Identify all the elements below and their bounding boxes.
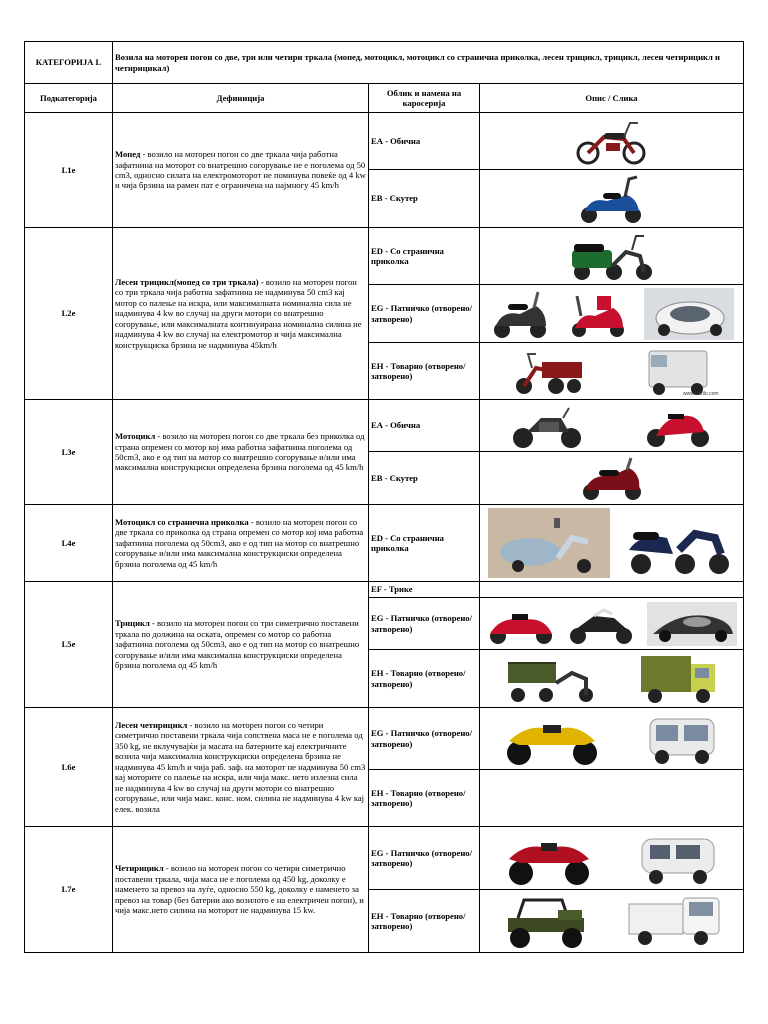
subcategory-code: L2e (25, 228, 113, 400)
cargo-cabin-trike-image (637, 652, 721, 706)
definition-text: Трицикл - возило на моторен погон со три симетрично поставени тркала по должина на оската, опремен со мотор со работна зафатнина поголема од 50cm3, ако е од тип на мотор со внатрешно согорување и/или има максимална конструкциски определена брзина поголема од 45 km/h (113, 582, 369, 708)
subcategory-code: L4e (25, 505, 113, 582)
photo-caption: www.vozilo.com (683, 391, 719, 397)
red-quad-image (503, 829, 595, 887)
body-type: ЕА - Обична (369, 113, 480, 170)
cargo-van-tricycle-image (643, 345, 719, 397)
body-type: ЕD - Со странична приколка (369, 228, 480, 285)
col-definition: Дефиниција (113, 84, 369, 113)
column-header-row (25, 84, 744, 113)
picture-cell (480, 770, 744, 827)
picture-cell (480, 890, 744, 953)
picture-cell (480, 343, 744, 400)
concept-car-image (644, 288, 734, 340)
picture-cell (480, 228, 744, 285)
picture-cell (480, 113, 744, 170)
small-electric-car-image (642, 711, 722, 767)
body-type: ЕН - Товарно (отворено/затворено) (369, 343, 480, 400)
picture-cell (480, 598, 744, 650)
subcategory-code: L7e (25, 827, 113, 953)
picture-cell (480, 505, 744, 582)
body-type: ЕF - Трике (369, 582, 480, 598)
sport-motorcycle-image (642, 402, 714, 450)
definition-text: Лесен трицикл(мопед со три тркала) - возило на моторен погон со три тркала чија работна зафатнина не надминува 50 cm3 кај мотор со палење на искра, или максималната номинална сила не надминува 4 kw во случај на други мотори со внатрешно согорување, или максималната континуирана номинална силина не надминува 4 kw во случај на електромотор и чија максимална конструкциска брзина не надминува 45km/h (113, 228, 369, 400)
picture-cell (480, 452, 744, 505)
vintage-sidecar-image (488, 508, 610, 578)
col-subcategory: Подкатегорија (25, 84, 113, 113)
cargo-trike-image (502, 653, 598, 705)
body-type: ЕН - Товарно (отворено/затворено) (369, 890, 480, 953)
table-row (25, 582, 744, 598)
utility-vehicle-image (498, 892, 594, 950)
picture-cell (480, 708, 744, 770)
body-type: ЕН - Товарно (отворено/затворено) (369, 650, 480, 708)
body-type: ЕD - Со странична приколка (369, 505, 480, 582)
motorcycle-image (509, 402, 587, 450)
moped-image (574, 117, 649, 165)
table-row (25, 505, 744, 582)
cargo-tricycle-image (512, 346, 584, 396)
col-body: Облик и намена на каросерија (369, 84, 480, 113)
sidecar-motorcycle-image (623, 510, 735, 576)
body-type: ЕG - Патничко (отворено/затворено) (369, 708, 480, 770)
subcategory-code: L3e (25, 400, 113, 505)
body-type: ЕА - Обична (369, 400, 480, 452)
body-type: ЕG - Патничко (отворено/затворено) (369, 598, 480, 650)
white-quadricycle-image (636, 829, 720, 887)
mini-truck-image (625, 892, 725, 950)
three-wheel-scooter-image (490, 288, 552, 340)
red-trike-scooter-image (567, 288, 629, 340)
body-type: ЕG - Патничко (отворено/затворено) (369, 285, 480, 343)
body-type: ЕВ - Скутер (369, 452, 480, 505)
scooter-image (577, 173, 647, 225)
table-row (25, 708, 744, 770)
spyder-trike-image (564, 602, 638, 646)
picture-cell (480, 170, 744, 228)
picture-cell (480, 400, 744, 452)
body-type: ЕG - Патничко (отворено/затворено) (369, 827, 480, 890)
category-title: Возила на моторен погон со две, три или четири тркала (мопед, мотоцикл, мотоцикл со странична приколка, лесен трицикл, трицикл, лесен четирицикл и четирицикал) (113, 42, 744, 84)
definition-text: Четирицикл - возило на моторен погон со четири симетрично поставени тркала, чија маса не е поголема од 450 kg, доколку е наменето за превоз на луѓе, односно 550 kg, доколку е наменето за превоз на товар (без батерии ако возилото е на електричен погон), и чија макс.нето силина на моторот не надминува 15 kw. (113, 827, 369, 953)
header-row (25, 42, 744, 84)
subcategory-code: L1e (25, 113, 113, 228)
maxi-scooter-image (579, 454, 645, 502)
definition-text: Мопед - возило на моторен погон со две тркала чија работна зафатнина на моторот со внатрешно согорување не е поголема од 50 cm3, односно силата на електромоторот не поминува повеќе од 4 kw и чија брзина на рамен пат е ограничена на најмногу 45 km/h (113, 113, 369, 228)
red-trike-image (486, 602, 556, 646)
picture-cell (480, 285, 744, 343)
yellow-atv-image (501, 711, 603, 767)
picture-cell (480, 582, 744, 598)
table-row (25, 827, 744, 890)
vehicle-category-table (24, 41, 744, 953)
table-row (25, 400, 744, 452)
sidecar-moped-image (564, 230, 659, 282)
body-type: ЕН - Товарно (отворено/затворено) (369, 770, 480, 827)
definition-text: Мотоцикл - возило на моторен погон со две тркала без приколка од страна опремен со мотор кој има работна зафатнина поголема од 50cm3, ако е од тип на мотор со внатрешно согорување и/или има максимална конструкциски определена брзина поголема од 45 km/h (113, 400, 369, 505)
concept-trike-image (647, 602, 737, 646)
picture-cell (480, 650, 744, 708)
definition-text: Мотоцикл со странична приколка - возило на моторен погон со две тркала со приколка од страна опремен со мотор кој има работна зафатнина поголема од 50cm3, ако е од тип на мотор со внатрешно согорување и/или има максимална конструкциски определена брзина поголема од 45 km/h (113, 505, 369, 582)
picture-cell (480, 827, 744, 890)
definition-text: Лесен четирицикл - возило на моторен погон со четири симетрично поставени тркала чија сопствена маса не е поголема од 350 kg, не вклучувајќи ја масата на батериите кај електричните возила чија максимална конструкциски определена брзина не надминува 45 km/h и чија раб. заф. на моторот не надминува 50 cm3 кај моторите со палење на искра, или чија макс. нето излезна сила не надминува 4 kw во случај на други мотори со внатрешно согорување, или чија макс. конс. ном. силина не надминува 4 kw кај елек. возила (113, 708, 369, 827)
subcategory-code: L5e (25, 582, 113, 708)
body-type: ЕВ - Скутер (369, 170, 480, 228)
table-row (25, 113, 744, 170)
table-row (25, 228, 744, 285)
subcategory-code: L6e (25, 708, 113, 827)
col-description: Опис / Слика (480, 84, 744, 113)
category-label: КАТЕГОРИЈА L (25, 42, 113, 84)
